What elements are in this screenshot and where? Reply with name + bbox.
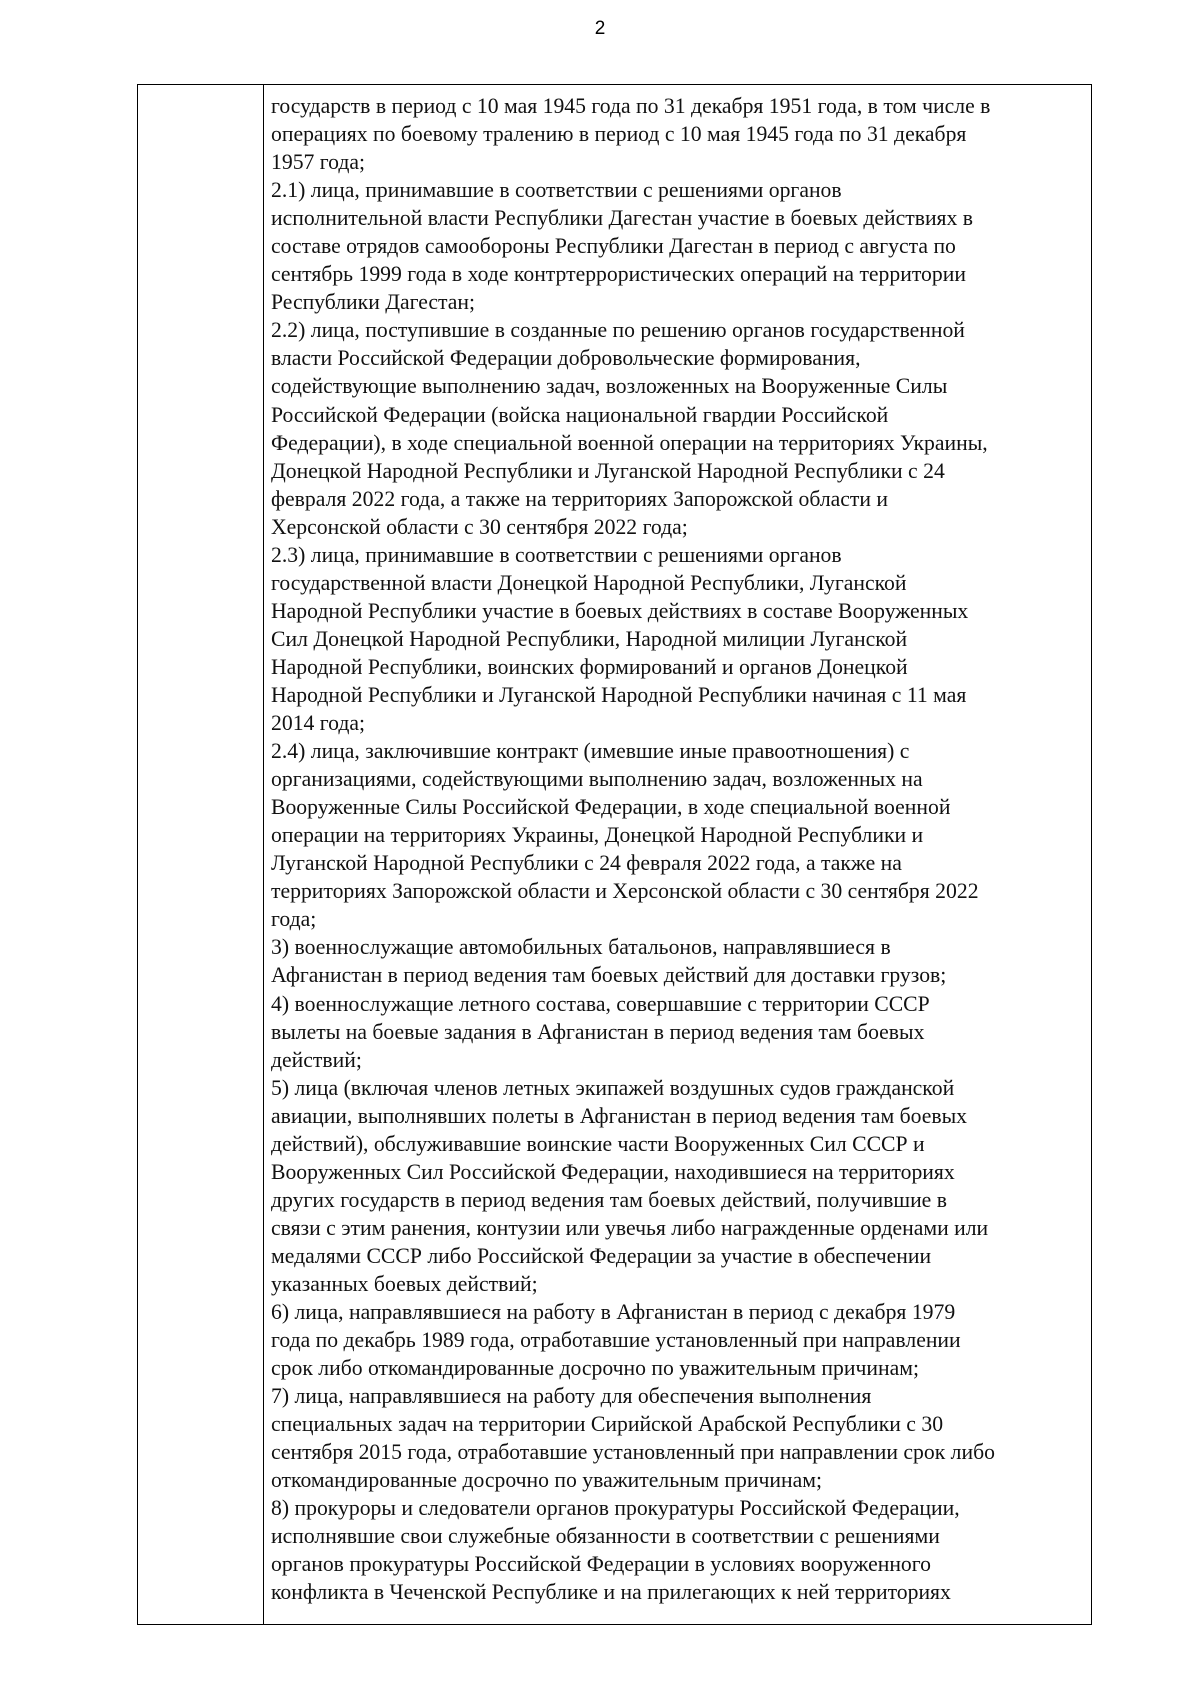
text-line: власти Российской Федерации добровольческие формирования, (271, 346, 861, 371)
text-line: 2.2) лица, поступившие в созданные по решению органов государственной (271, 318, 965, 343)
text-line: Народной Республики, воинских формирований и органов Донецкой (271, 654, 908, 679)
text-line: других государств в период ведения там боевых действий, получившие в (271, 1187, 947, 1212)
text-line: 8) прокуроры и следователи органов прокуратуры Российской Федерации, (271, 1496, 960, 1521)
text-line: 5) лица (включая членов летных экипажей воздушных судов гражданской (271, 1075, 955, 1100)
text-line: указанных боевых действий; (271, 1271, 538, 1296)
text-line: медалями СССР либо Российской Федерации за участие в обеспечении (271, 1243, 932, 1268)
text-line: сентябрь 1999 года в ходе контртеррористических операций на территории (271, 262, 966, 287)
text-line: Донецкой Народной Республики и Луганской Народной Республики с 24 (271, 458, 945, 483)
table-text-column (264, 85, 1091, 1624)
text-line: конфликта в Чеченской Республике и на прилегающих к ней территориях (271, 1580, 951, 1605)
text-line: 4) военнослужащие летного состава, совершавшие с территории СССР (271, 991, 930, 1016)
text-line: Республики Дагестан; (271, 290, 476, 315)
text-line: Луганской Народной Республики с 24 февраля 2022 года, а также на (271, 851, 902, 876)
text-line: года; (271, 907, 317, 932)
text-line: операциях по боевому тралению в период с 10 мая 1945 года по 31 декабря (271, 122, 967, 147)
text-line: откомандированные досрочно по уважительным причинам; (271, 1468, 822, 1493)
text-line: Сил Донецкой Народной Республики, Народной милиции Луганской (271, 626, 908, 651)
text-line: действий; (271, 1047, 362, 1072)
text-line: содействующие выполнению задач, возложенных на Вооруженные Силы (271, 374, 948, 399)
text-line: Народной Республики и Луганской Народной Республики начиная с 11 мая (271, 682, 967, 707)
text-line: связи с этим ранения, контузии или увечья либо награжденные орденами или (271, 1215, 989, 1240)
text-line: специальных задач на территории Сирийской Арабской Республики с 30 (271, 1412, 944, 1437)
text-line: организациями, содействующими выполнению задач, возложенных на (271, 767, 923, 792)
document-table (137, 84, 1092, 1625)
text-line: исполнительной власти Республики Дагестан участие в боевых действиях в (271, 206, 974, 231)
text-line: операции на территориях Украины, Донецкой Народной Республики и (271, 823, 924, 848)
text-line: года по декабрь 1989 года, отработавшие установленный при направлении (271, 1328, 961, 1353)
table-left-column (138, 85, 264, 1624)
text-line: составе отрядов самообороны Республики Дагестан в период с августа по (271, 234, 956, 259)
text-line: территориях Запорожской области и Херсонской области с 30 сентября 2022 (271, 879, 979, 904)
text-line: 2.3) лица, принимавшие в соответствии с решениями органов (271, 542, 842, 567)
text-line: авиации, выполнявших полеты в Афганистан в период ведения там боевых (271, 1103, 968, 1128)
text-line: Российской Федерации (войска национальной гвардии Российской (271, 402, 889, 427)
text-line: государственной власти Донецкой Народной Республики, Луганской (271, 570, 907, 595)
text-line: срок либо откомандированные досрочно по уважительным причинам; (271, 1356, 919, 1381)
text-line: февраля 2022 года, а также на территориях Запорожской области и (271, 486, 889, 511)
text-line: Вооруженные Силы Российской Федерации, в ходе специальной военной (271, 795, 951, 820)
text-line: сентября 2015 года, отработавшие установленный при направлении срок либо (271, 1440, 995, 1465)
text-line: органов прокуратуры Российской Федерации в условиях вооруженного (271, 1552, 931, 1577)
text-line: действий), обслуживавшие воинские части Вооруженных Сил СССР и (271, 1131, 925, 1156)
text-line: Херсонской области с 30 сентября 2022 года; (271, 514, 688, 539)
page-number: 2 (594, 18, 606, 39)
text-line: Вооруженных Сил Российской Федерации, находившиеся на территориях (271, 1159, 955, 1184)
text-line: вылеты на боевые задания в Афганистан в период ведения там боевых (271, 1019, 925, 1044)
text-line: 2.4) лица, заключившие контракт (имевшие иные правоотношения) с (271, 739, 910, 764)
text-line: Народной Республики участие в боевых действиях в составе Вооруженных (271, 598, 969, 623)
text-line: 6) лица, направлявшиеся на работу в Афганистан в период с декабря 1979 (271, 1300, 956, 1325)
text-line: 3) военнослужащие автомобильных батальонов, направлявшиеся в (271, 935, 891, 960)
text-line: 1957 года; (271, 150, 366, 175)
text-line: Федерации), в ходе специальной военной операции на территориях Украины, (271, 430, 988, 455)
text-line: 7) лица, направлявшиеся на работу для обеспечения выполнения (271, 1384, 872, 1409)
text-line: 2.1) лица, принимавшие в соответствии с решениями органов (271, 178, 842, 203)
text-line: Афганистан в период ведения там боевых действий для доставки грузов; (271, 963, 947, 988)
text-line: исполнявшие свои служебные обязанности в соответствии с решениями (271, 1524, 940, 1549)
text-line: 2014 года; (271, 711, 366, 736)
text-line: государств в период с 10 мая 1945 года по 31 декабря 1951 года, в том числе в (271, 94, 991, 118)
